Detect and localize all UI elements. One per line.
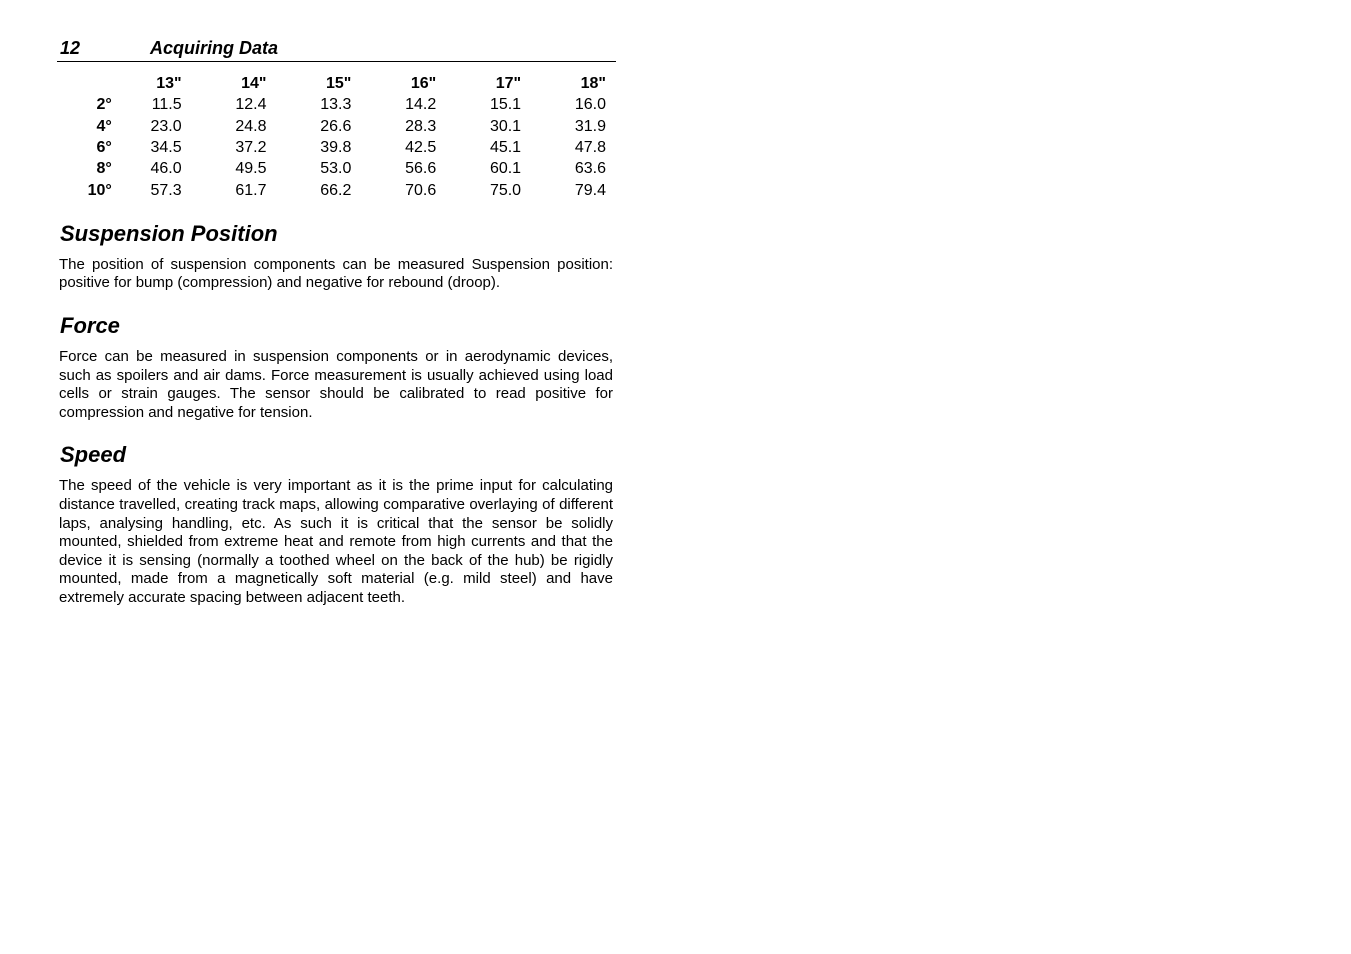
- table-cell: 60.1: [489, 160, 522, 178]
- table-cell: 28.3: [405, 117, 437, 135]
- table-cell: 56.6: [405, 160, 437, 178]
- row-label: 8°: [96, 160, 112, 178]
- running-header: [57, 36, 616, 62]
- table-cell: 63.6: [574, 160, 606, 178]
- section-heading: Speed: [60, 442, 127, 468]
- table-cell: 39.8: [320, 139, 352, 157]
- table-cell: 46.0: [150, 160, 182, 178]
- column-header: 14": [241, 75, 267, 93]
- table-cell: 37.2: [235, 139, 267, 157]
- section-paragraph: The speed of the vehicle is very important as it is the prime input for calculating distance travelled, creating track maps, allowing comparative overlaying of different laps, analysing handling, etc. As such it is critical that the sensor be solidly mounted, shielded from extreme heat and remote from high currents and that the device it is sensing (normally a toothed wheel on the back of the hub) be rigidly mounted, made from a magnetically soft material (e.g. mild steel) and have extremely accurate spacing between adjacent teeth.: [59, 477, 613, 606]
- section-speed: [57, 442, 616, 607]
- section-heading: Suspension Position: [60, 220, 278, 246]
- section-heading: Force: [60, 312, 120, 338]
- column-header: 13": [156, 75, 182, 93]
- row-label: 4°: [96, 117, 112, 135]
- table-cell: 11.5: [151, 96, 182, 114]
- column-header: 16": [410, 75, 437, 93]
- row-label: 6°: [96, 139, 112, 157]
- table-row: [59, 94, 616, 115]
- row-label: 2°: [96, 96, 112, 114]
- table-cell: 30.1: [489, 117, 522, 135]
- table-cell: 70.6: [405, 181, 437, 199]
- table-cell: 42.5: [405, 139, 437, 157]
- row-label: 10°: [87, 181, 112, 199]
- table-cell: 16.0: [574, 96, 606, 114]
- table-corner-cell: [59, 73, 112, 94]
- table-cell: 34.5: [150, 139, 182, 157]
- table-cell: 23.0: [150, 117, 182, 135]
- section-paragraph: Force can be measured in suspension components or in aerodynamic devices, such as spoilers and air dams. Force measurement is usually achieved using load cells or strain gauges. The sensor should be calibrated to read positive for compression and negative for tension.: [59, 347, 613, 421]
- table-row: [59, 116, 616, 137]
- page-number: 12: [60, 38, 81, 58]
- table-header-row: [59, 73, 616, 94]
- table-cell: 47.8: [574, 139, 606, 157]
- table-cell: 15.1: [489, 96, 522, 114]
- table-cell: 66.2: [320, 181, 352, 199]
- table-cell: 79.4: [574, 181, 606, 199]
- table-cell: 14.2: [405, 96, 437, 114]
- table-cell: 24.8: [235, 117, 267, 135]
- table-cell: 53.0: [320, 160, 352, 178]
- column-header: 15": [325, 75, 352, 93]
- section-paragraph: The position of suspension components can be measured Suspension position: positive for bump (compression) and negative for rebound (droop).: [59, 255, 613, 292]
- wheel-size-angle-table: [59, 73, 616, 201]
- table-cell: 26.6: [320, 117, 352, 135]
- section-suspension-position: [57, 221, 616, 293]
- section-force: [57, 313, 616, 422]
- table-cell: 13.3: [320, 96, 352, 114]
- table-cell: 45.1: [489, 139, 522, 157]
- table-cell: 12.4: [235, 96, 267, 114]
- column-header: 18": [580, 75, 606, 93]
- table-cell: 57.3: [150, 181, 182, 199]
- table-row: [59, 137, 616, 158]
- table-cell: 31.9: [574, 117, 606, 135]
- document-page: [57, 36, 616, 608]
- table-row: [59, 158, 616, 179]
- chapter-title: Acquiring Data: [150, 38, 279, 58]
- column-header: 17": [495, 75, 522, 93]
- table-row: [59, 179, 616, 200]
- table-cell: 61.7: [235, 181, 267, 199]
- table-cell: 75.0: [489, 181, 522, 199]
- table-cell: 49.5: [235, 160, 267, 178]
